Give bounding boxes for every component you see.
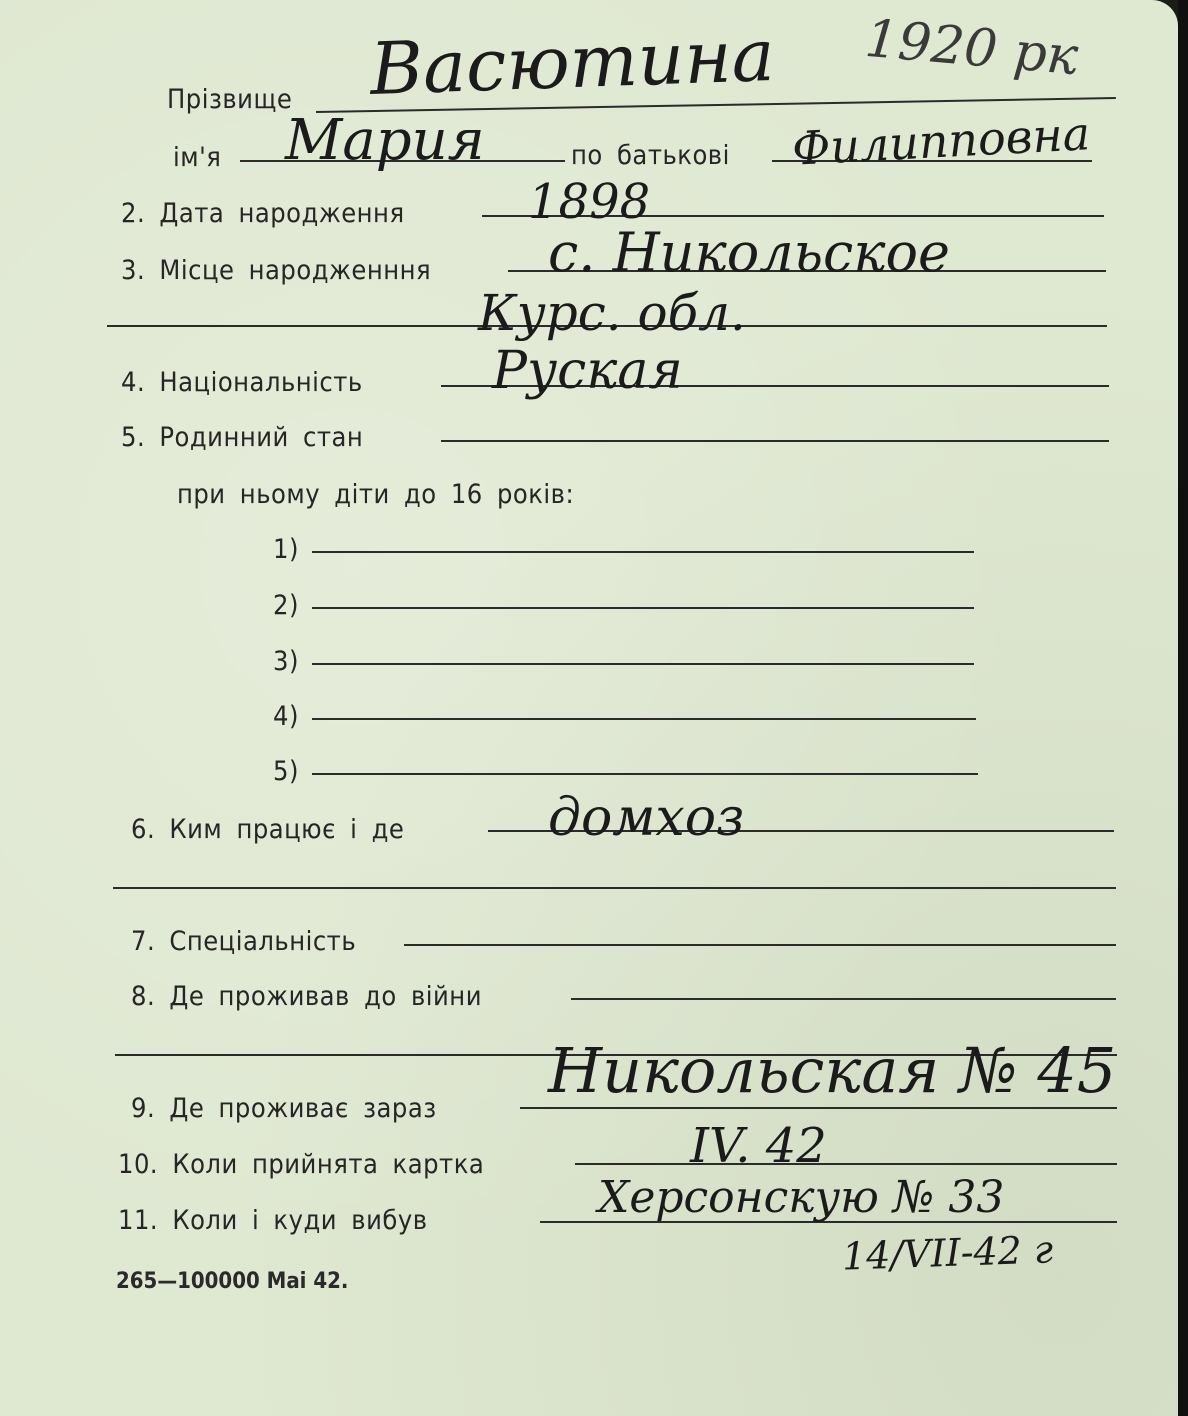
handwritten-birth-place-2: Курс. обл. xyxy=(478,284,746,342)
handwritten-birth-place-1: с. Никольское xyxy=(548,221,950,284)
current-residence-label: 9. Де проживає зараз xyxy=(131,1093,437,1124)
birth-place-label: 3. Місце народженння xyxy=(121,255,432,286)
print-run-footer: 265—100000 Mai 42. xyxy=(116,1269,349,1294)
prewar-residence-label: 8. Де проживав до війни xyxy=(131,981,482,1012)
child-line-3 xyxy=(312,663,974,665)
prewar-residence-underline xyxy=(571,998,1116,1000)
handwritten-work: домхоз xyxy=(548,788,745,848)
handwritten-nationality: Руская xyxy=(492,341,683,401)
marital-status-underline xyxy=(441,440,1109,442)
marital-status-label: 5. Родинний стан xyxy=(121,422,364,453)
name-label: ім'я xyxy=(173,142,222,173)
child-line-1 xyxy=(312,551,974,553)
child-line-4 xyxy=(312,718,976,720)
handwritten-name: Мария xyxy=(285,108,485,173)
birth-date-label: 2. Дата народження xyxy=(121,198,405,229)
work-label: 6. Ким працює і де xyxy=(131,814,405,845)
surname-label: Прізвище xyxy=(167,84,293,115)
dark-background-edge xyxy=(1178,0,1188,1416)
card-accepted-underline xyxy=(575,1163,1117,1165)
current-residence-underline xyxy=(520,1107,1117,1109)
child-number-4: 4) xyxy=(273,701,299,732)
child-number-5: 5) xyxy=(273,756,299,787)
child-line-2 xyxy=(312,607,974,609)
specialty-underline xyxy=(404,944,1116,946)
child-number-3: 3) xyxy=(273,646,299,677)
patronymic-label: по батькові xyxy=(571,140,730,171)
handwritten-surname: Васютина xyxy=(368,12,776,112)
handwritten-accepted-date: IV. 42 xyxy=(690,1118,827,1174)
handwritten-birth-date: 1898 xyxy=(528,174,651,230)
child-number-2: 2) xyxy=(273,590,299,621)
child-line-5 xyxy=(312,773,978,775)
child-number-1: 1) xyxy=(273,534,299,565)
departed-label: 11. Коли і куди вибув xyxy=(118,1205,428,1236)
handwritten-year-note: 1920 рк xyxy=(862,8,1081,88)
work-second-line xyxy=(113,887,1116,889)
handwritten-current-address: Никольская № 45 xyxy=(548,1034,1117,1107)
children-label: при ньому діти до 16 років: xyxy=(177,479,575,510)
handwritten-departed-place: Херсонскую № 33 xyxy=(598,1172,1005,1223)
handwritten-patronymic: Филипповна xyxy=(790,106,1092,176)
handwritten-departed-date: 14/VII-42 г xyxy=(841,1227,1054,1279)
card-accepted-label: 10. Коли прийнята картка xyxy=(118,1149,485,1180)
specialty-label: 7. Спеціальність xyxy=(131,926,357,957)
nationality-label: 4. Національність xyxy=(121,367,363,398)
